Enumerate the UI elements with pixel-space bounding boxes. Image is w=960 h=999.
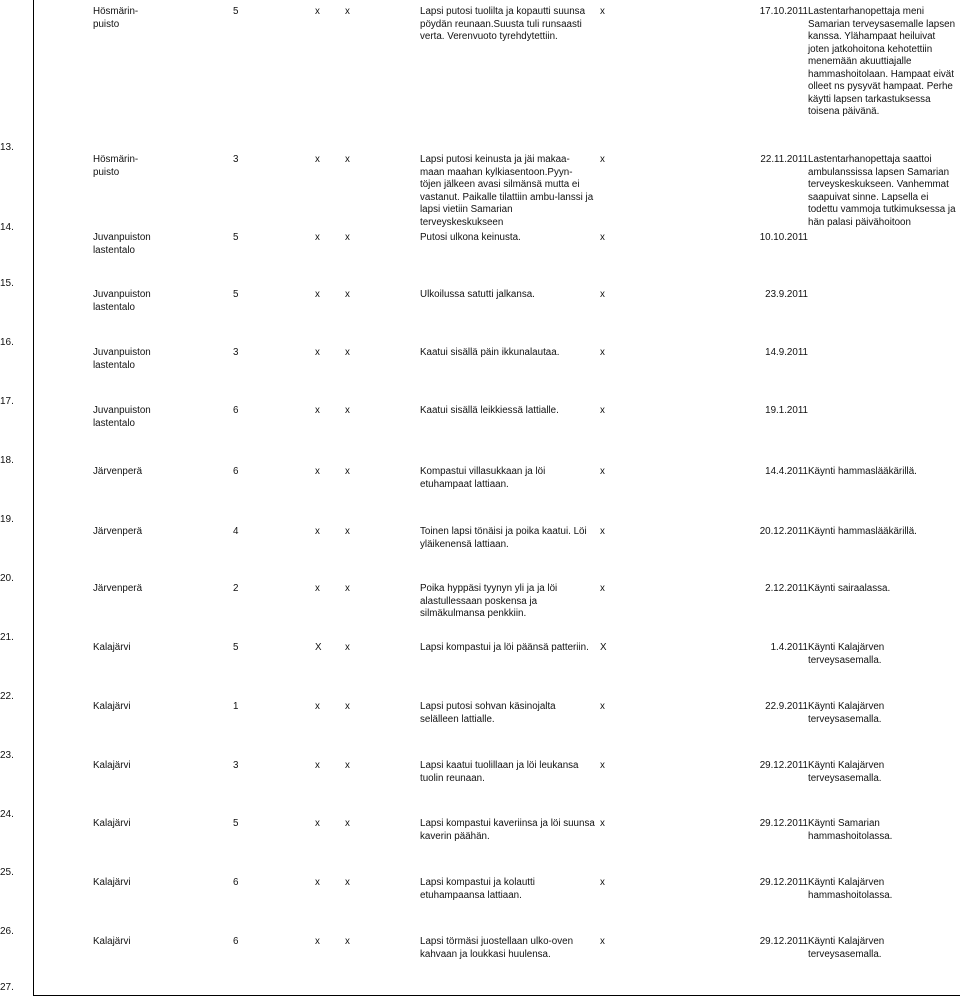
mark-cell: x — [600, 405, 605, 416]
mark-cell: x — [315, 936, 320, 947]
date-cell: 14.9.2011 — [765, 347, 808, 358]
mark-cell: x — [345, 232, 350, 243]
mark-cell: x — [315, 877, 320, 888]
mark-cell: x — [345, 526, 350, 537]
mark-cell: x — [315, 526, 320, 537]
place-cell: Järvenperä — [93, 583, 143, 594]
mark-cell: x — [315, 466, 320, 477]
place-cell: Kalajärvi — [93, 760, 131, 771]
place-cell: Kalajärvi — [93, 818, 131, 829]
mark-cell: x — [315, 405, 320, 416]
row-number: 15. — [0, 278, 14, 289]
row-number: 13. — [0, 142, 14, 153]
age-cell: 5 — [233, 232, 239, 243]
followup-cell: Käynti hammaslääkärillä. — [808, 526, 917, 537]
row-number: 23. — [0, 750, 14, 761]
date-cell: 29.12.2011 — [759, 877, 808, 888]
row-number: 17. — [0, 396, 14, 407]
age-cell: 5 — [233, 289, 239, 300]
mark-cell: x — [600, 289, 605, 300]
date-cell: 2.12.2011 — [765, 583, 808, 594]
age-cell: 5 — [233, 6, 239, 17]
date-cell: 1.4.2011 — [770, 642, 808, 653]
row-number: 21. — [0, 632, 14, 643]
mark-cell: x — [345, 818, 350, 829]
mark-cell: x — [600, 6, 605, 17]
mark-cell: x — [600, 526, 605, 537]
mark-cell: x — [345, 154, 350, 165]
row-number: 18. — [0, 455, 14, 466]
mark-cell: x — [345, 760, 350, 771]
mark-cell: x — [600, 232, 605, 243]
place-cell: Juvanpuiston lastentalo — [93, 289, 151, 313]
mark-cell: x — [315, 232, 320, 243]
description-cell: Kaatui sisällä päin ikkunalautaa. — [420, 347, 560, 358]
row-number: 16. — [0, 337, 14, 348]
mark-cell: x — [345, 877, 350, 888]
date-cell: 29.12.2011 — [759, 760, 808, 771]
mark-cell: x — [345, 701, 350, 712]
description-cell: Lapsi kompastui ja löi päänsä patteriin. — [420, 642, 589, 653]
mark-cell: x — [345, 583, 350, 594]
row-number: 22. — [0, 691, 14, 702]
mark-cell: x — [315, 818, 320, 829]
mark-cell: x — [345, 347, 350, 358]
row-number: 27. — [0, 982, 14, 993]
mark-cell: x — [315, 289, 320, 300]
place-cell: Juvanpuiston lastentalo — [93, 347, 151, 371]
place-cell: Kalajärvi — [93, 936, 131, 947]
row-number: 20. — [0, 573, 14, 584]
date-cell: 23.9.2011 — [765, 289, 808, 300]
age-cell: 4 — [233, 526, 239, 537]
followup-cell: Käynti Kalajärven terveysasemalla. — [808, 642, 885, 666]
place-cell: Kalajärvi — [93, 877, 131, 888]
description-cell: Lapsi putosi tuolilta ja kopautti suunsa pöydän reunaan.Suusta tuli runsaasti verta. Verenvuoto tyrehdytettiin. — [420, 6, 586, 42]
mark-cell: x — [345, 642, 350, 653]
followup-cell: Käynti Kalajärven terveysasemalla. — [808, 760, 885, 784]
table-left-border — [33, 0, 34, 995]
age-cell: 6 — [233, 877, 239, 888]
mark-cell: x — [345, 936, 350, 947]
mark-cell: X — [600, 642, 607, 653]
mark-cell: x — [315, 760, 320, 771]
place-cell: Kalajärvi — [93, 701, 131, 712]
mark-cell: x — [600, 936, 605, 947]
mark-cell: x — [600, 583, 605, 594]
description-cell: Lapsi putosi sohvan käsinojalta selälleen lattialle. — [420, 701, 556, 725]
mark-cell: X — [315, 642, 322, 653]
date-cell: 19.1.2011 — [765, 405, 808, 416]
description-cell: Toinen lapsi tönäisi ja poika kaatui. Löi yläikenensä lattiaan. — [420, 526, 587, 550]
row-number: 19. — [0, 514, 14, 525]
mark-cell: x — [315, 6, 320, 17]
age-cell: 6 — [233, 936, 239, 947]
date-cell: 22.11.2011 — [760, 154, 808, 165]
place-cell: Järvenperä — [93, 466, 143, 477]
followup-cell: Käynti hammaslääkärillä. — [808, 466, 917, 477]
followup-cell: Käynti Kalajärven hammashoitolassa. — [808, 877, 893, 901]
place-cell: Hösmärin- puisto — [93, 6, 139, 30]
mark-cell: x — [600, 466, 605, 477]
followup-cell: Lastentarhanopettaja saattoi ambulanssissa lapsen Samarian terveyskeskukseen. Vanhemmat saapuivat sinne. Lapsella ei todettu vammoja tutkimuksessa ja hän palasi päivähoitoon — [808, 154, 956, 228]
age-cell: 3 — [233, 760, 239, 771]
row-number: 25. — [0, 867, 14, 878]
mark-cell: x — [315, 154, 320, 165]
mark-cell: x — [600, 347, 605, 358]
place-cell: Juvanpuiston lastentalo — [93, 405, 151, 429]
age-cell: 3 — [233, 154, 239, 165]
mark-cell: x — [345, 405, 350, 416]
date-cell: 10.10.2011 — [759, 232, 808, 243]
age-cell: 3 — [233, 347, 239, 358]
mark-cell: x — [315, 583, 320, 594]
row-number: 26. — [0, 926, 14, 937]
followup-cell: Käynti Kalajärven terveysasemalla. — [808, 936, 885, 960]
mark-cell: x — [600, 701, 605, 712]
place-cell: Järvenperä — [93, 526, 143, 537]
mark-cell: x — [345, 466, 350, 477]
date-cell: 29.12.2011 — [759, 936, 808, 947]
place-cell: Kalajärvi — [93, 642, 131, 653]
description-cell: Kaatui sisällä leikkiessä lattialle. — [420, 405, 559, 416]
age-cell: 5 — [233, 642, 239, 653]
mark-cell: x — [600, 818, 605, 829]
row-number: 14. — [0, 222, 14, 233]
date-cell: 14.4.2011 — [765, 466, 808, 477]
date-cell: 29.12.2011 — [759, 818, 808, 829]
age-cell: 1 — [233, 701, 239, 712]
place-cell: Hösmärin- puisto — [93, 154, 139, 178]
age-cell: 6 — [233, 466, 239, 477]
description-cell: Lapsi kaatui tuolillaan ja löi leukansa tuolin reunaan. — [420, 760, 579, 784]
description-cell: Lapsi kompastui ja kolautti etuhampaansa lattiaan. — [420, 877, 535, 901]
mark-cell: x — [345, 289, 350, 300]
age-cell: 2 — [233, 583, 239, 594]
mark-cell: x — [600, 760, 605, 771]
description-cell: Putosi ulkona keinusta. — [420, 232, 521, 243]
date-cell: 17.10.2011 — [759, 6, 808, 17]
description-cell: Poika hyppäsi tyynyn yli ja ja löi alastullessaan poskensa ja silmäkulmansa penkkiin. — [420, 583, 558, 619]
mark-cell: x — [600, 154, 605, 165]
age-cell: 6 — [233, 405, 239, 416]
place-cell: Juvanpuiston lastentalo — [93, 232, 151, 256]
followup-cell: Käynti Kalajärven terveysasemalla. — [808, 701, 885, 725]
age-cell: 5 — [233, 818, 239, 829]
followup-cell: Käynti sairaalassa. — [808, 583, 891, 594]
description-cell: Kompastui villasukkaan ja löi etuhampaat lattiaan. — [420, 466, 546, 490]
description-cell: Lapsi putosi keinusta ja jäi makaa- maan maahan kylkiasentoon.Pyyn- töjen jälkeen avasi silmänsä mutta ei vastanut. Paikalle tilattiin ambu-lanssi ja lapsi vietiin Samarian terveyskeskukseen — [420, 154, 594, 228]
followup-cell: Lastentarhanopettaja meni Samarian terveysasemalle lapsen kanssa. Ylähampaat heiluivat joten jatkohoitona kehotettiin menemään akuuttiajalle hammashoitolaan. Hampaat eivät olleet ns pysyvät hampaat. Perhe käytti lapsen tarkastuksessa toisena päivänä. — [808, 6, 956, 117]
date-cell: 20.12.2011 — [759, 526, 808, 537]
mark-cell: x — [315, 347, 320, 358]
date-cell: 22.9.2011 — [765, 701, 808, 712]
mark-cell: x — [315, 701, 320, 712]
row-number: 24. — [0, 809, 14, 820]
mark-cell: x — [600, 877, 605, 888]
description-cell: Ulkoilussa satutti jalkansa. — [420, 289, 535, 300]
table-bottom-border — [33, 995, 960, 996]
followup-cell: Käynti Samarian hammashoitolassa. — [808, 818, 893, 842]
mark-cell: x — [345, 6, 350, 17]
description-cell: Lapsi törmäsi juostellaan ulko-oven kahvaan ja loukkasi huulensa. — [420, 936, 574, 960]
description-cell: Lapsi kompastui kaveriinsa ja löi suunsa kaverin päähän. — [420, 818, 595, 842]
